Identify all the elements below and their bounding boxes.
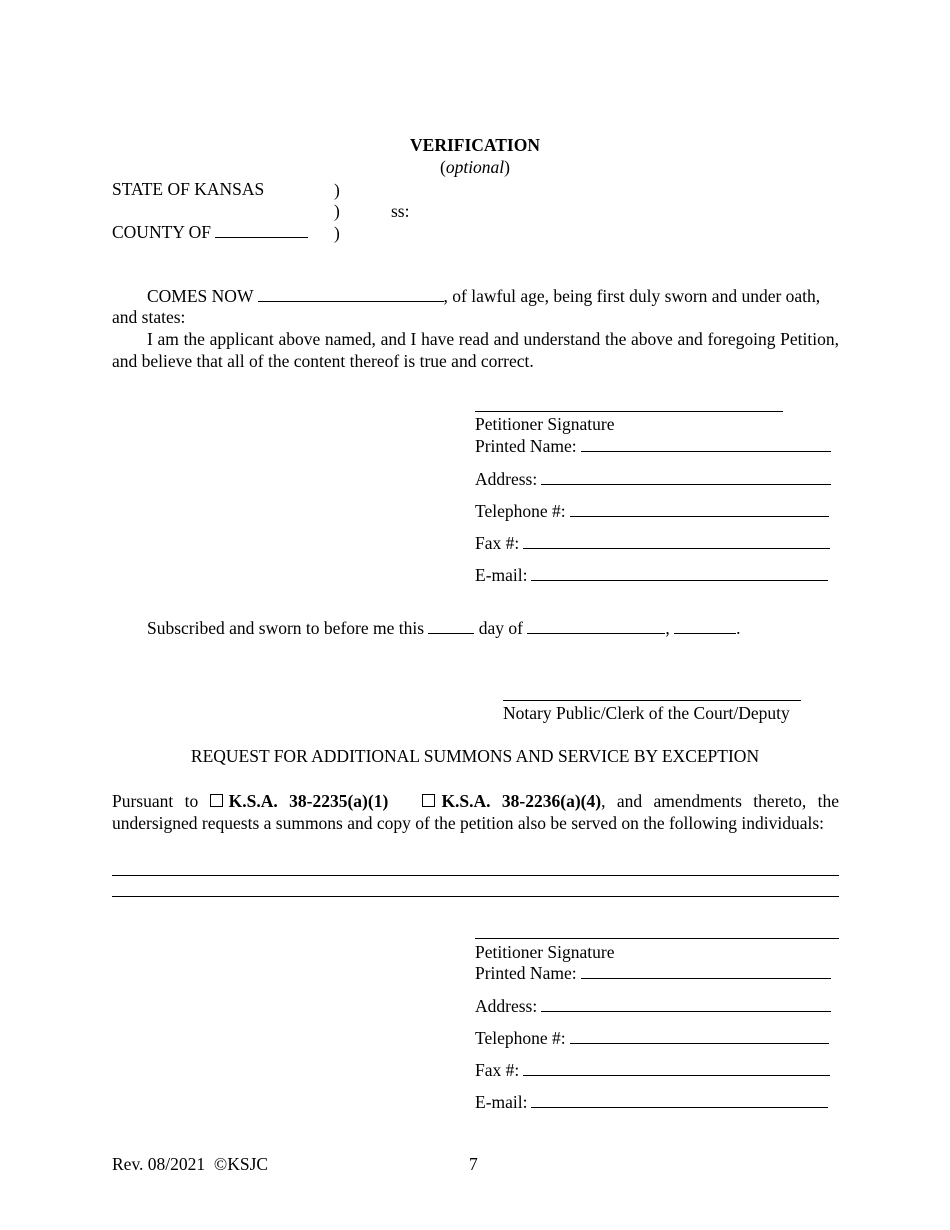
venue-paren-3: ) (334, 223, 340, 243)
county-row (112, 221, 308, 243)
telephone-row-2: Telephone #: (475, 1027, 829, 1049)
sworn-year-field[interactable] (674, 618, 736, 634)
affiant-name-field[interactable] (258, 286, 444, 302)
fax-field-2[interactable] (523, 1060, 830, 1076)
address-row-1: Address: (475, 468, 831, 490)
address-field-1[interactable] (541, 469, 831, 485)
venue-paren-1: ) (334, 180, 340, 200)
individuals-line-2[interactable] (112, 896, 839, 897)
signature-label-1: Petitioner Signature (475, 414, 615, 434)
signature-line-2[interactable] (475, 938, 839, 939)
printed-name-field-2[interactable] (581, 963, 831, 979)
notary-signature-line[interactable] (503, 700, 801, 701)
fax-row-2: Fax #: (475, 1059, 830, 1081)
signature-line-1[interactable] (475, 411, 783, 412)
verification-title: VERIFICATION (410, 135, 540, 155)
and-states: and states: (112, 307, 186, 327)
individuals-line-1[interactable] (112, 875, 839, 876)
address-field-2[interactable] (541, 996, 831, 1012)
pursuant-paragraph: Pursuant to K.S.A. 38-2235(a)(1) K.S.A. 38-2236(a)(4), and amendments thereto, the undersigned requests a summons and copy of the petition also be served on the following individuals: (112, 791, 840, 833)
telephone-row-1: Telephone #: (475, 500, 829, 522)
email-field-2[interactable] (531, 1092, 828, 1108)
request-heading: REQUEST FOR ADDITIONAL SUMMONS AND SERVICE BY EXCEPTION (190, 746, 760, 766)
email-row-2: E-mail: (475, 1091, 828, 1113)
sworn-month-field[interactable] (527, 618, 665, 634)
venue-paren-2: ) (334, 201, 340, 221)
sworn-line: Subscribed and sworn to before me this day of , . (147, 618, 741, 638)
footer-revision: Rev. 08/2021 ©KSJC (112, 1154, 269, 1174)
notary-label: Notary Public/Clerk of the Court/Deputy (503, 703, 790, 723)
printed-name-row-1: Printed Name: (475, 435, 831, 457)
signature-label-2: Petitioner Signature (475, 942, 615, 962)
state-label: STATE OF KANSAS (112, 179, 265, 199)
email-field-1[interactable] (531, 565, 828, 581)
statute-2-label: K.S.A. 38-2236(a)(4) (441, 791, 602, 811)
oath-statement: I am the applicant above named, and I have read and understand the above and foregoing Petition, and believe that all of the content thereof is true and correct. (112, 329, 839, 371)
telephone-field-2[interactable] (570, 1028, 829, 1044)
county-label: COUNTY OF (112, 222, 212, 242)
county-field[interactable] (215, 222, 308, 238)
statute-2-checkbox[interactable] (422, 794, 435, 807)
fax-field-1[interactable] (523, 533, 830, 549)
ss-label: ss: (391, 201, 410, 221)
verification-subtitle: (optional) (440, 157, 510, 177)
statute-1-checkbox[interactable] (210, 794, 223, 807)
printed-name-field-1[interactable] (581, 436, 831, 452)
comes-now-line (147, 285, 820, 307)
comes-now-label: COMES NOW (147, 286, 254, 306)
printed-name-row-2: Printed Name: (475, 962, 831, 984)
comes-now-rest: , of lawful age, being first duly sworn and under oath, (443, 286, 821, 306)
statute-1-label: K.S.A. 38-2235(a)(1) (228, 791, 389, 811)
telephone-field-1[interactable] (570, 501, 829, 517)
email-row-1: E-mail: (475, 564, 828, 586)
address-row-2: Address: (475, 995, 831, 1017)
sworn-day-field[interactable] (428, 618, 474, 634)
page-number: 7 (469, 1154, 478, 1174)
fax-row-1: Fax #: (475, 532, 830, 554)
